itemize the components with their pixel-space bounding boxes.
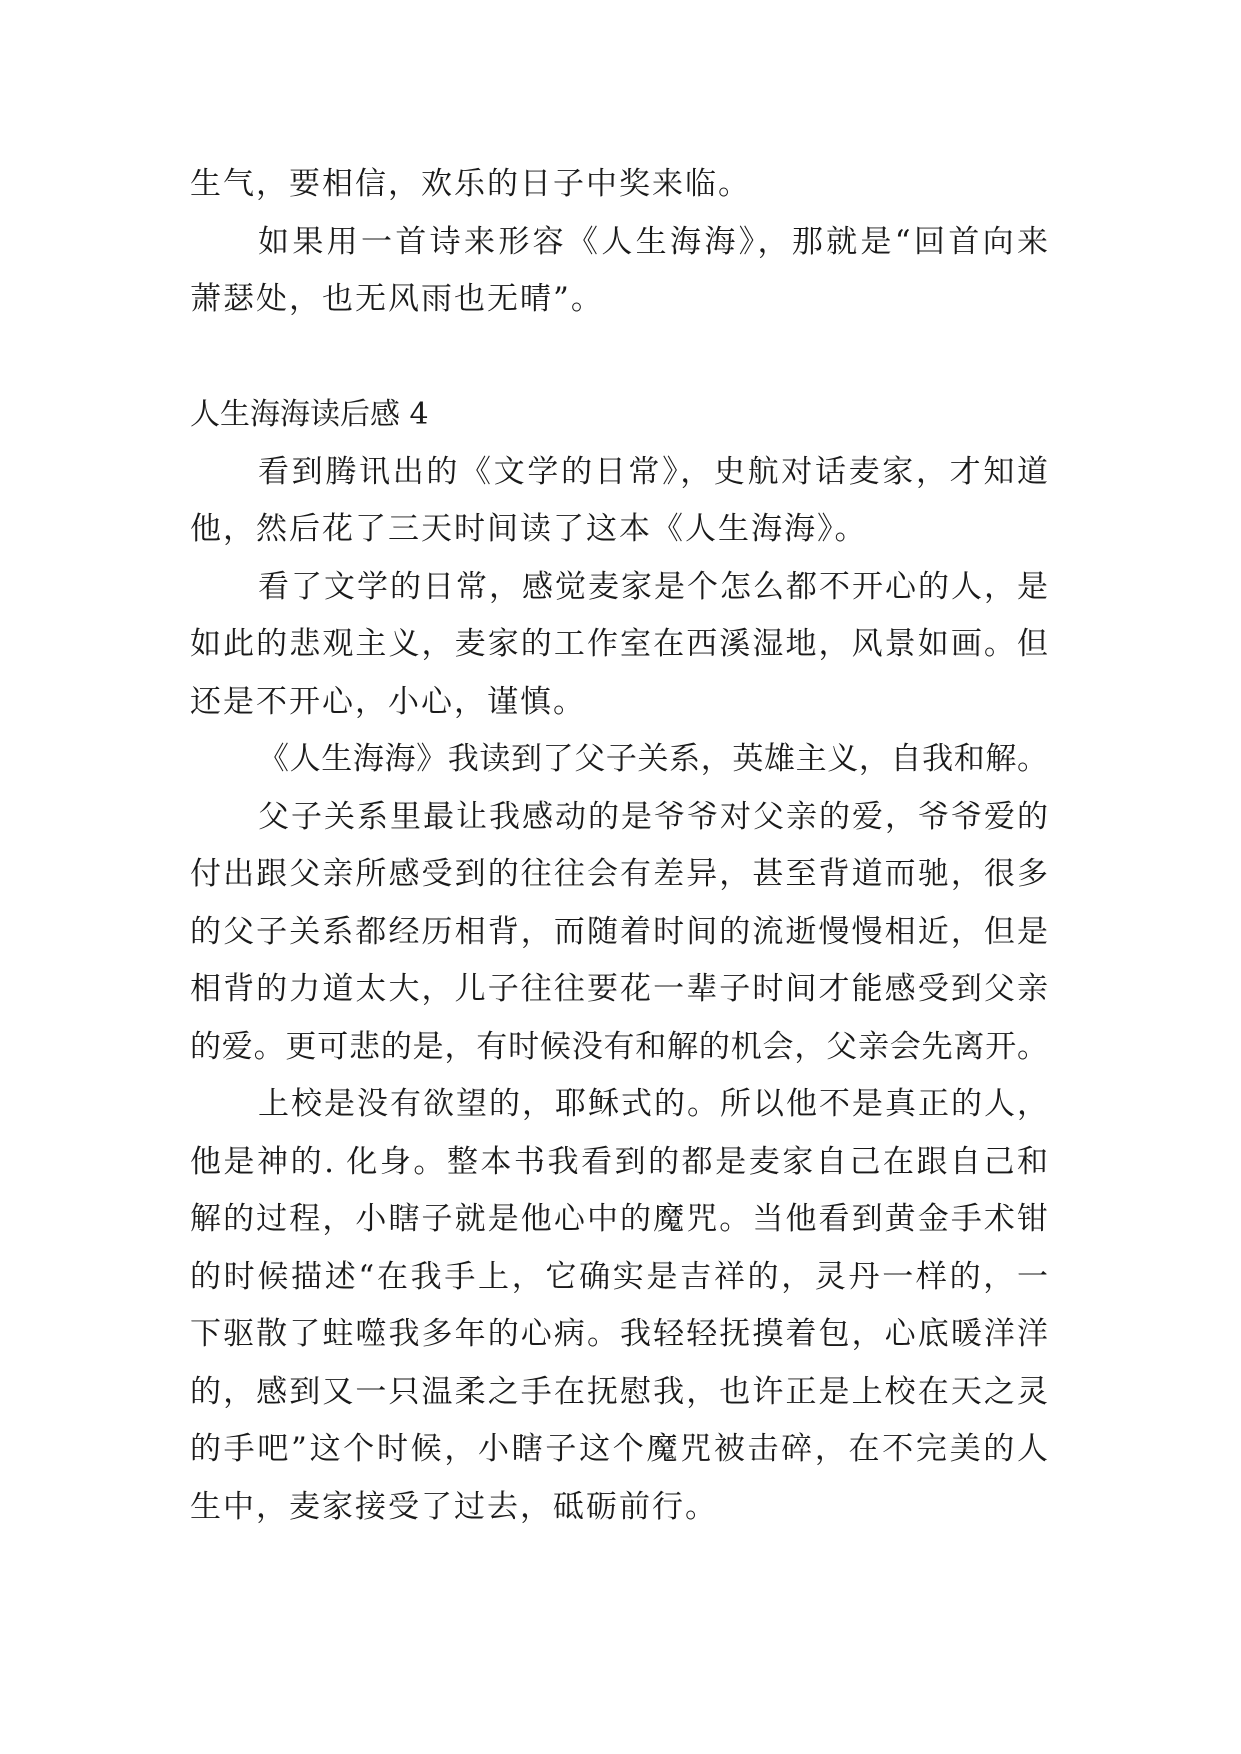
paragraph-line: 的爱。更可悲的是，有时候没有和解的机会，父亲会先离开。 xyxy=(190,1028,1048,1065)
paragraph xyxy=(190,1076,1048,1536)
paragraph-line: 他，然后花了三天时间读了这本《人生海海》。 xyxy=(190,511,868,547)
paragraph-line: 的时候描述“在我手上，它确实是吉祥的，灵丹一样的，一 xyxy=(190,1258,1048,1295)
paragraph-line: 上校是没有欲望的，耶稣式的。所以他不是真正的人， xyxy=(258,1086,1048,1122)
paragraph-line: 的手吧”这个时候，小瞎子这个魔咒被击碎，在不完美的人 xyxy=(190,1431,1048,1467)
paragraph xyxy=(190,559,1048,732)
paragraph-line: 如果用一首诗来形容《人生海海》，那就是“回首向来 xyxy=(258,223,1048,260)
paragraph-line: 解的过程，小瞎子就是他心中的魔咒。当他看到黄金手术钳 xyxy=(190,1201,1048,1237)
document-page xyxy=(190,156,1048,1536)
paragraph xyxy=(190,789,1048,1077)
paragraph xyxy=(190,214,1048,329)
paragraph-line: 他是神的. 化身。整本书我看到的都是麦家自己在跟自己和 xyxy=(190,1143,1048,1180)
paragraph-line: 的父子关系都经历相背，而随着时间的流逝慢慢相近，但是 xyxy=(190,913,1048,950)
paragraph-line: 《人生海海》我读到了父子关系，英雄主义，自我和解。 xyxy=(258,741,1048,777)
blank-line xyxy=(190,329,1048,387)
paragraph-line: 看到腾讯出的《文学的日常》，史航对话麦家，才知道 xyxy=(258,453,1048,490)
paragraph xyxy=(190,444,1048,559)
paragraph-line: 父子关系里最让我感动的是爷爷对父亲的爱，爷爷爱的 xyxy=(258,798,1048,835)
paragraph-line: 的，感到又一只温柔之手在抚慰我，也许正是上校在天之灵 xyxy=(190,1373,1048,1410)
paragraph-line: 下驱散了蛀噬我多年的心病。我轻轻抚摸着包，心底暖洋洋 xyxy=(190,1316,1048,1352)
paragraph-line: 如此的悲观主义，麦家的工作室在西溪湿地，风景如画。但 xyxy=(190,626,1048,662)
paragraph-line: 生中，麦家接受了过去，砥砺前行。 xyxy=(190,1488,718,1525)
paragraph-line: 付出跟父亲所感受到的往往会有差异，甚至背道而驰，很多 xyxy=(190,856,1048,892)
paragraph-line: 还是不开心，小心，谨慎。 xyxy=(190,683,586,720)
paragraph-line: 生气，要相信，欢乐的日子中奖来临。 xyxy=(190,166,751,202)
paragraph xyxy=(190,156,1048,214)
section-heading: 人生海海读后感 4 xyxy=(190,397,429,432)
paragraph-line: 看了文学的日常，感觉麦家是个怎么都不开心的人，是 xyxy=(258,568,1048,605)
paragraph-line: 相背的力道太大，儿子往往要花一辈子时间才能感受到父亲 xyxy=(190,971,1048,1007)
paragraph xyxy=(190,731,1048,789)
paragraph-line: 萧瑟处，也无风雨也无晴”。 xyxy=(190,281,604,317)
